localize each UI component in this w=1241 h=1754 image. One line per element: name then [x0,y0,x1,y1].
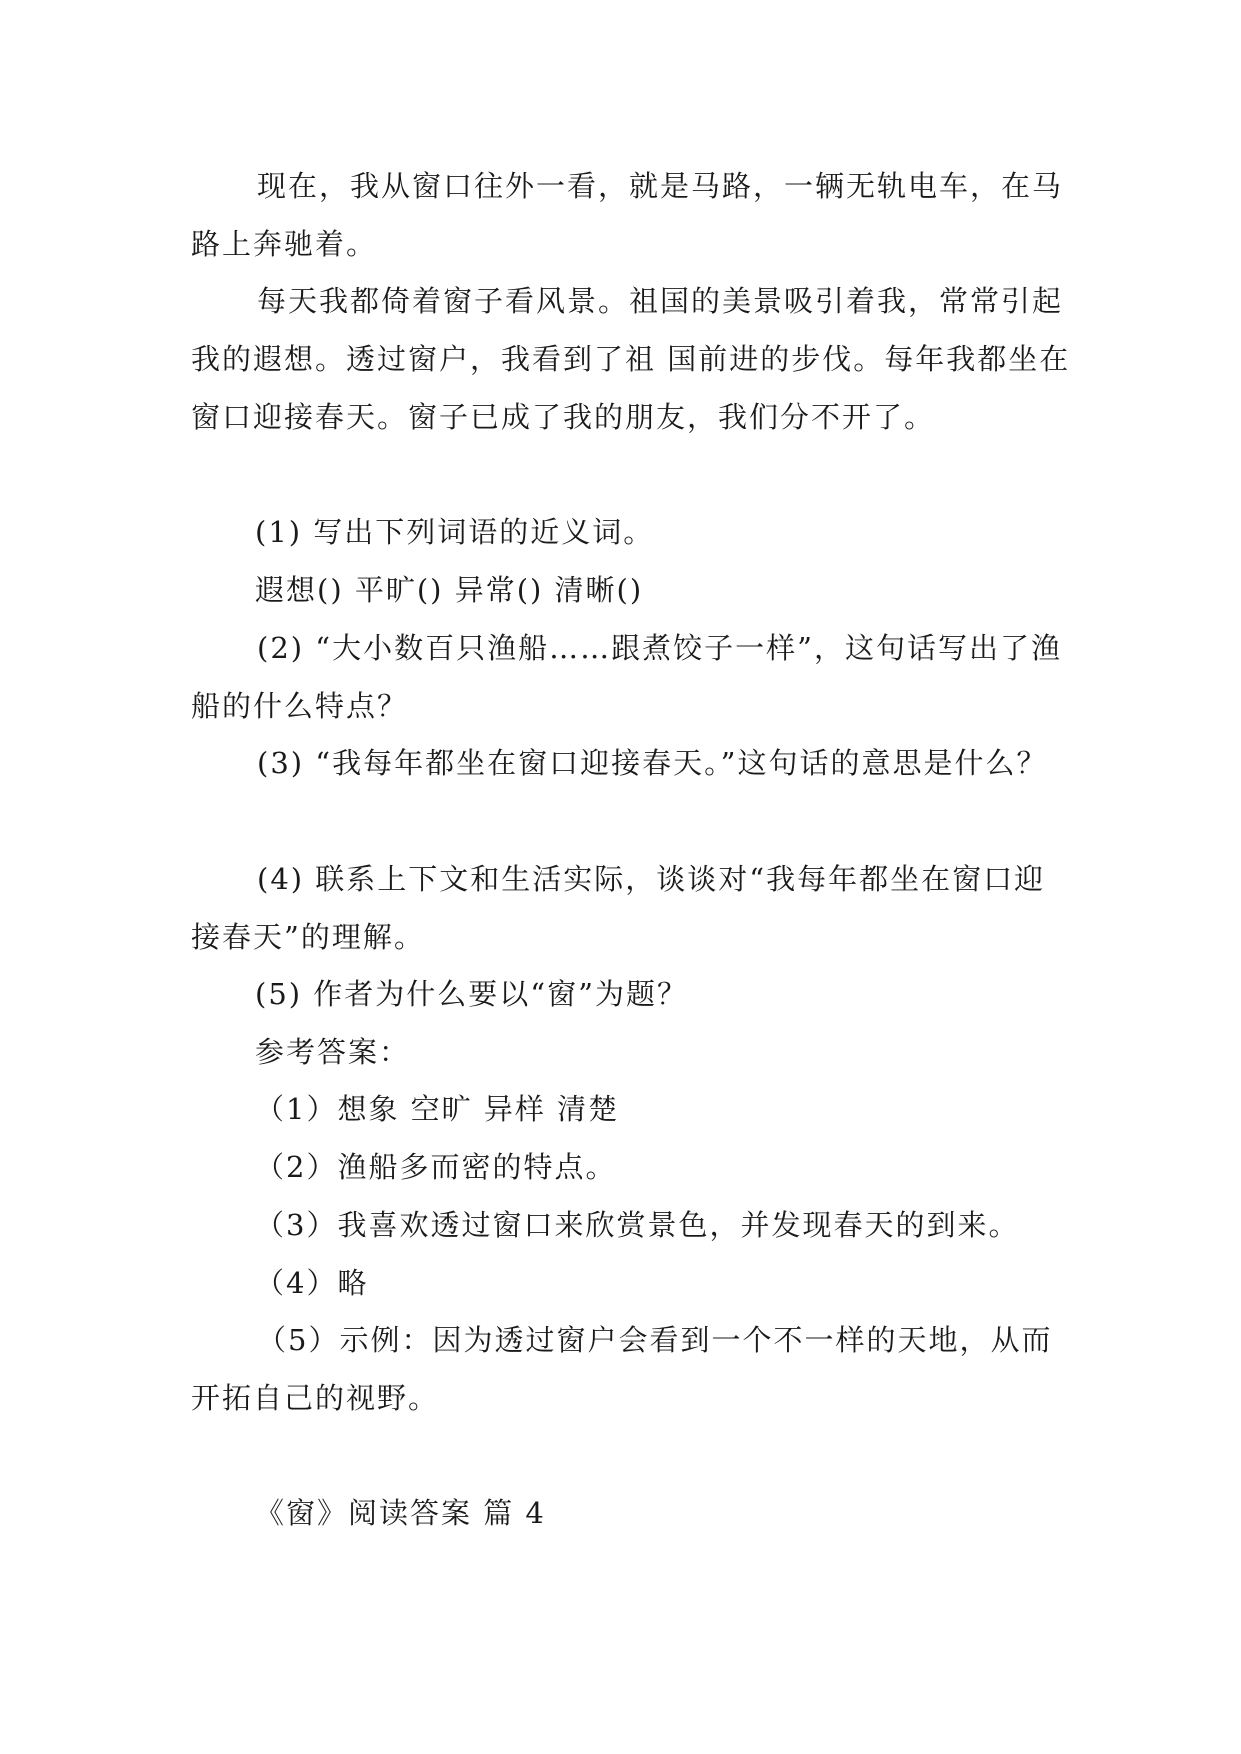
question-5: (5) 作者为什么要以“窗”为题？ [255,977,688,1011]
answer-3: （3）我喜欢透过窗口来欣赏景色，并发现春天的到来。 [255,1208,1020,1242]
paragraph-1: 现在，我从窗口往外一看，就是马路，一辆无轨电车，在马路上奔驰着。 [191,169,1064,261]
question-2: (2) “大小数百只渔船……跟煮饺子一样”，这句话写出了渔船的什么特点？ [191,631,1062,723]
answers-heading: 参考答案： [255,1035,411,1069]
question-3: (3) “我每年都坐在窗口迎接春天。”这句话的意思是什么？ [257,746,1048,780]
question-1: (1) 写出下列词语的近义词。 [255,515,655,549]
answer-4: （4）略 [255,1266,369,1300]
question-4: (4) 联系上下文和生活实际，谈谈对“我每年都坐在窗口迎接春天”的理解。 [191,862,1046,954]
section-title: 《窗》阅读答案 篇 4 [255,1496,546,1530]
answer-2: （2）渔船多而密的特点。 [255,1150,617,1184]
answer-5: （5）示例：因为透过窗户会看到一个不一样的天地，从而开拓自己的视野。 [191,1323,1053,1415]
paragraph-2: 每天我都倚着窗子看风景。祖国的美景吸引着我，常常引起我的遐想。透过窗户，我看到了祖 国前进的步伐。每年我都坐在窗口迎接春天。窗子已成了我的朋友，我们分不开了。 [191,284,1071,434]
answer-1: （1）想象 空旷 异样 清楚 [255,1092,620,1126]
question-1-words: 遐想() 平旷() 异常() 清晰() [255,573,644,607]
